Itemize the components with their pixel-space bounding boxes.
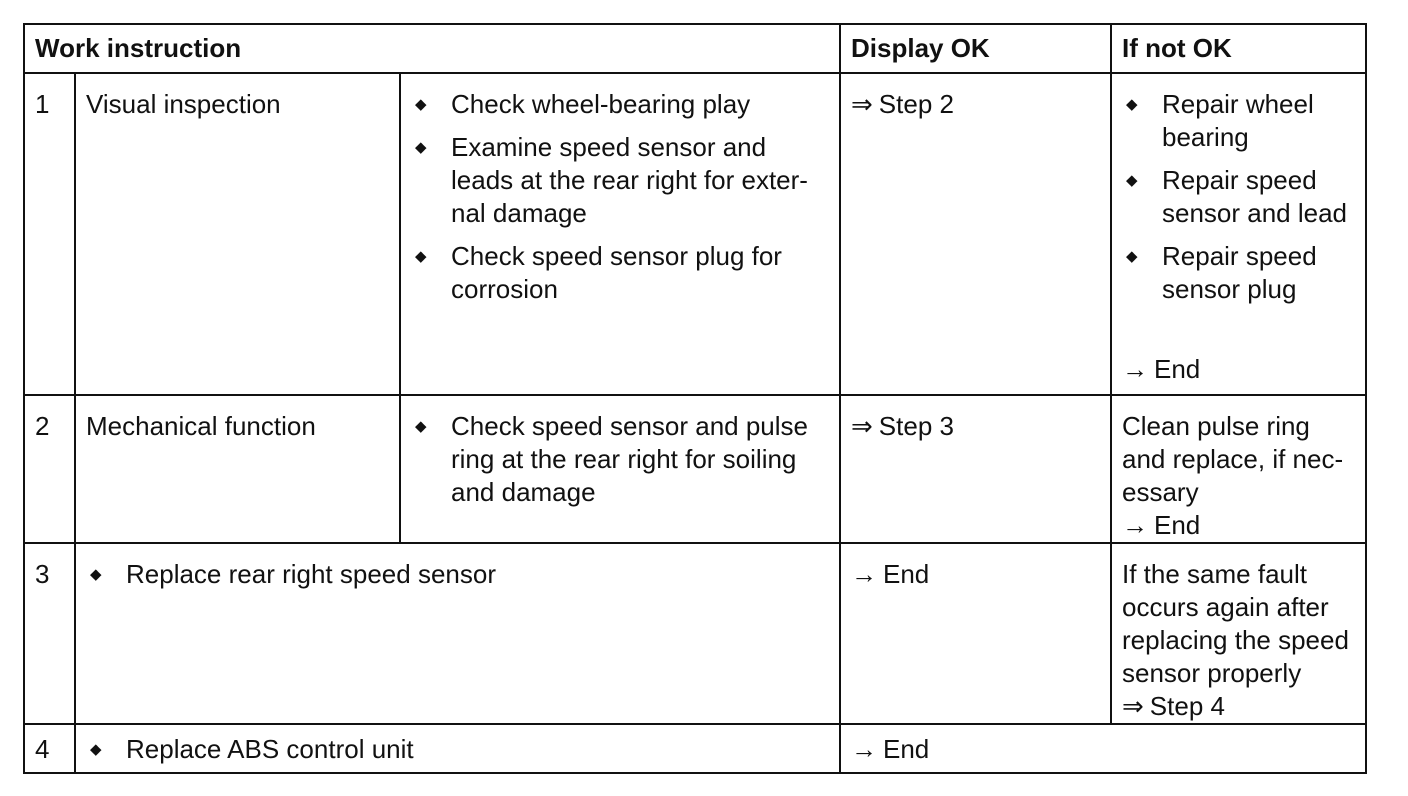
- if-not-ok-text: Clean pulse ring and replace, if nec-essary: [1122, 411, 1344, 507]
- if-not-ok-cell: [1111, 73, 1366, 395]
- next-step-marker: [1122, 690, 1355, 723]
- double-arrow-icon: ⇒: [1122, 691, 1144, 721]
- list-item: ◆ Replace rear right speed sensor: [86, 558, 831, 591]
- row-instructions: [400, 73, 840, 395]
- list-item: ◆ Check speed sensor and pulse ring at the rear right for soiling and damage: [411, 410, 831, 509]
- row-instructions: [75, 724, 840, 773]
- next-step-text: Step 3: [878, 411, 954, 441]
- double-arrow-icon: ⇒: [851, 411, 873, 441]
- list-item: ◆ Check wheel-bearing play: [411, 88, 831, 121]
- list-item: ◆ Replace ABS control unit: [86, 733, 831, 766]
- list-item: ◆ Check speed sensor plug for corrosion: [411, 240, 831, 306]
- if-not-ok-cell: [1111, 395, 1366, 543]
- table-row-1: [24, 73, 1366, 395]
- end-text: End: [883, 734, 930, 764]
- if-not-ok-cell: [1111, 543, 1366, 724]
- end-text: End: [883, 559, 930, 589]
- arrow-right-icon: →: [1122, 354, 1148, 384]
- arrow-right-icon: →: [851, 559, 877, 589]
- end-text: End: [1154, 510, 1201, 540]
- if-not-ok-text: If the same fault occurs again after replacing the speed sensor properly: [1122, 559, 1349, 688]
- display-ok-cell: [840, 724, 1366, 773]
- header-display-ok: Display OK: [840, 24, 1111, 73]
- row-title: Visual inspection: [75, 73, 400, 395]
- table-row-2: [24, 395, 1366, 543]
- next-step-text: Step 2: [878, 89, 954, 119]
- end-text: End: [1154, 354, 1201, 384]
- list-item: ◆ Examine speed sensor and leads at the rear right for exter-nal damage: [411, 131, 831, 230]
- row-instructions: [400, 395, 840, 543]
- header-work-instruction: Work instruction: [24, 24, 840, 73]
- end-marker: [1122, 353, 1200, 386]
- row-instructions: [75, 543, 840, 724]
- row-number: 2: [24, 395, 75, 543]
- work-instruction-table: [23, 23, 1367, 774]
- arrow-right-icon: →: [1122, 510, 1148, 540]
- row-number: 4: [24, 724, 75, 773]
- row-title: Mechanical function: [75, 395, 400, 543]
- arrow-right-icon: →: [851, 734, 877, 764]
- double-arrow-icon: ⇒: [851, 89, 873, 119]
- table-header-row: [24, 24, 1366, 73]
- display-ok-cell: [840, 543, 1111, 724]
- next-step-text: Step 4: [1149, 691, 1225, 721]
- row-number: 1: [24, 73, 75, 395]
- row-number: 3: [24, 543, 75, 724]
- table-row-3: [24, 543, 1366, 724]
- table-row-4: [24, 724, 1366, 773]
- list-item: ◆ Repair wheel bearing: [1122, 88, 1357, 154]
- header-if-not-ok: If not OK: [1111, 24, 1366, 73]
- end-marker: [1122, 509, 1355, 542]
- list-item: ◆ Repair speed sensor and lead: [1122, 164, 1357, 230]
- list-item: ◆ Repair speed sensor plug: [1122, 240, 1357, 306]
- display-ok-cell: [840, 73, 1111, 395]
- display-ok-cell: [840, 395, 1111, 543]
